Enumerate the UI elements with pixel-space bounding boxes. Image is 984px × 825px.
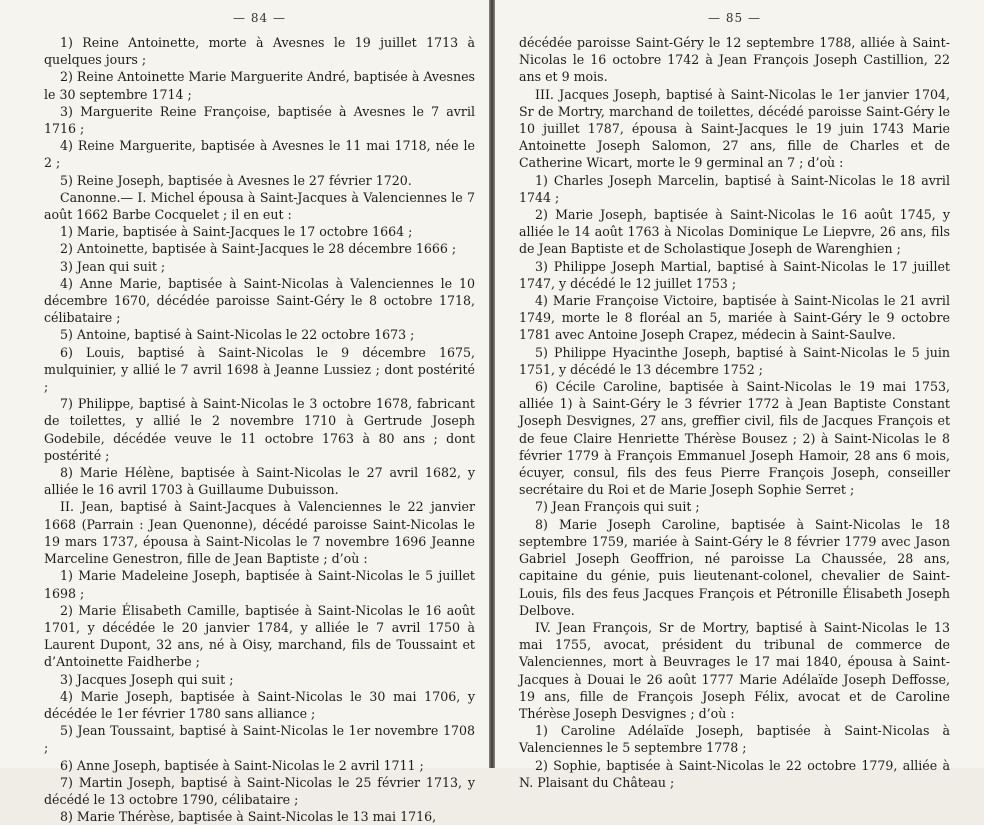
paragraph: 3) Philippe Joseph Martial, baptisé à Saint-Nicolas le 17 juillet 1747, y décédé le 12 juillet 1753 ; [519,258,950,291]
left-page [0,0,489,825]
paragraph: 8) Marie Joseph Caroline, baptisée à Saint-Nicolas le 18 septembre 1759, mariée à Saint-Géry le 8 février 1779 avec Jason Gabriel Joseph Geoffrion, né paroisse La Chaussée, 28 ans, capitaine du génie, puis lieutenant-colonel, chevalier de Saint-Louis, fils des feus Jacques François et Pétronille Élisabeth Joseph Delbove. [519,516,950,618]
paragraph: 8) Marie Thérèse, baptisée à Saint-Nicolas le 13 mai 1716, [60,809,437,825]
paragraph: 5) Antoine, baptisé à Saint-Nicolas le 22 octobre 1673 ; [60,327,415,343]
paragraph: 2) Sophie, baptisée à Saint-Nicolas le 22 octobre 1779, alliée à N. Plaisant du Château ; [519,757,950,790]
page-number: — 85 — [708,11,761,25]
paragraph: décédée paroisse Saint-Géry le 12 septembre 1788, alliée à Saint-Nicolas le 16 octobre 1742 à Jean François Joseph Castillion, 22 ans et 9 mois. [519,35,950,85]
paragraph: 6) Anne Joseph, baptisée à Saint-Nicolas le 2 avril 1711 ; [60,757,424,773]
paragraph: 4) Marie Joseph, baptisée à Saint-Nicolas le 30 mai 1706, y décédée le 1er février 1780 sans alliance ; [44,688,475,721]
page-number: — 84 — [233,11,286,25]
paragraph: 6) Louis, baptisé à Saint-Nicolas le 9 décembre 1675, mulquinier, y allié le 7 avril 1698 à Jeanne Lussiez ; dont postérité ; [44,344,475,395]
paragraph: 1) Marie, baptisée à Saint-Jacques le 17 octobre 1664 ; [60,224,413,240]
paragraph: III. Jacques Joseph, baptisé à Saint-Nicolas le 1er janvier 1704, Sr de Mortry, marchand de toilettes, décédé paroisse Saint-Géry le 10 juillet 1787, épousa à Saint-Jacques le 19 juin 1743 Marie Antoinette Joseph Salomon, 27 ans, fille de Charles et de Catherine Wicart, morte le 9 germinal an 7 ; d’où : [519,86,950,171]
paragraph: 5) Reine Joseph, baptisée à Avesnes le 27 février 1720. [60,172,412,188]
page-text [519,34,950,791]
paragraph: 5) Jean Toussaint, baptisé à Saint-Nicolas le 1er novembre 1708 ; [44,723,475,756]
paragraph: 4) Reine Marguerite, baptisée à Avesnes le 11 mai 1718, née le 2 ; [44,138,475,171]
paragraph: 2) Marie Joseph, baptisée à Saint-Nicolas le 16 août 1745, y alliée le 14 août 1763 à Nicolas Dominique Le Liepvre, 26 ans, fils de Jean Baptiste et de Scholastique Joseph de Warenghien ; [519,207,950,257]
paragraph: 3) Jean qui suit ; [60,258,166,274]
paragraph: 3) Jacques Joseph qui suit ; [60,671,234,687]
paragraph: 2) Marie Élisabeth Camille, baptisée à Saint-Nicolas le 16 août 1701, y décédée le 20 janvier 1784, y alliée le 7 avril 1750 à Laurent Dupont, 32 ans, né à Oisy, marchand, fils de Toussaint et d’Antoinette Faidherbe ; [44,602,475,670]
paragraph: 1) Charles Joseph Marcelin, baptisé à Saint-Nicolas le 18 avril 1744 ; [519,172,950,205]
paragraph: 7) Martin Joseph, baptisé à Saint-Nicolas le 25 février 1713, y décédé le 13 octobre 1790, célibataire ; [44,774,475,807]
paragraph: 2) Reine Antoinette Marie Marguerite André, baptisée à Avesnes le 30 septembre 1714 ; [44,69,475,102]
paragraph: 7) Jean François qui suit ; [535,499,700,515]
paragraph: 1) Reine Antoinette, morte à Avesnes le 19 juillet 1713 à quelques jours ; [44,35,475,68]
paragraph: 5) Philippe Hyacinthe Joseph, baptisé à Saint-Nicolas le 5 juin 1751, y décédé le 13 décembre 1752 ; [519,344,950,377]
paragraph: 1) Marie Madeleine Joseph, baptisée à Saint-Nicolas le 5 juillet 1698 ; [44,568,475,601]
paragraph: Canonne.— I. Michel épousa à Saint-Jacques à Valenciennes le 7 août 1662 Barbe Cocquelet ; il en eut : [44,189,475,223]
paragraph: 4) Anne Marie, baptisée à Saint-Nicolas à Valenciennes le 10 décembre 1670, décédée paroisse Saint-Géry le 8 octobre 1718, célibataire ; [44,275,475,326]
paragraph: 6) Cécile Caroline, baptisée à Saint-Nicolas le 19 mai 1753, alliée 1) à Saint-Géry le 3 février 1772 à Jean Baptiste Constant Joseph Desvignes, 27 ans, greffier civil, fils de Jacques François et de feue Claire Henriette Thérèse Bousez ; 2) à Saint-Nicolas le 8 février 1779 à François Emmanuel Joseph Hamoir, 28 ans 6 mois, écuyer, consul, fils des feus Pierre François Joseph, conseiller secrétaire du Roi et de Marie Joseph Sophie Serret ; [519,379,950,498]
paragraph: 1) Caroline Adélaïde Joseph, baptisée à Saint-Nicolas à Valenciennes le 5 septembre 1778 ; [519,723,950,756]
paragraph: IV. Jean François, Sr de Mortry, baptisé à Saint-Nicolas le 13 mai 1755, avocat, président du tribunal de commerce de Valenciennes, mort à Beuvrages le 17 mai 1840, épousa à Saint-Jacques à Douai le 26 août 1777 Marie Adélaïde Joseph Deffosse, 19 ans, fille de François Joseph Félix, avocat et de Caroline Thérèse Joseph Desvignes ; d’où : [519,619,950,721]
paragraph: 2) Antoinette, baptisée à Saint-Jacques le 28 décembre 1666 ; [60,241,457,257]
paragraph: 4) Marie Françoise Victoire, baptisée à Saint-Nicolas le 21 avril 1749, morte le 8 floréal an 5, mariée à Saint-Géry le 9 octobre 1781 avec Antoine Joseph Crapez, médecin à Saint-Saulve. [519,293,950,343]
paragraph: 7) Philippe, baptisé à Saint-Nicolas le 3 octobre 1678, fabricant de toilettes, y allié le 2 novembre 1710 à Gertrude Joseph Godebile, décédée veuve le 11 octobre 1763 à 80 ans ; dont postérité ; [44,396,475,463]
paragraph: 3) Marguerite Reine Françoise, baptisée à Avesnes le 7 avril 1716 ; [44,103,475,137]
page-text [44,34,475,825]
paragraph: II. Jean, baptisé à Saint-Jacques à Valenciennes le 22 janvier 1668 (Parrain : Jean Quenonne), décédé paroisse Saint-Nicolas le 19 mars 1737, épousa à Saint-Nicolas le 7 novembre 1696 Jeanne Marceline Genestron, fille de Jean Baptiste ; d’où : [44,499,475,567]
paragraph: 8) Marie Hélène, baptisée à Saint-Nicolas le 27 avril 1682, y alliée le 16 avril 1703 à Guillaume Dubuisson. [44,465,475,498]
right-page [495,0,984,790]
